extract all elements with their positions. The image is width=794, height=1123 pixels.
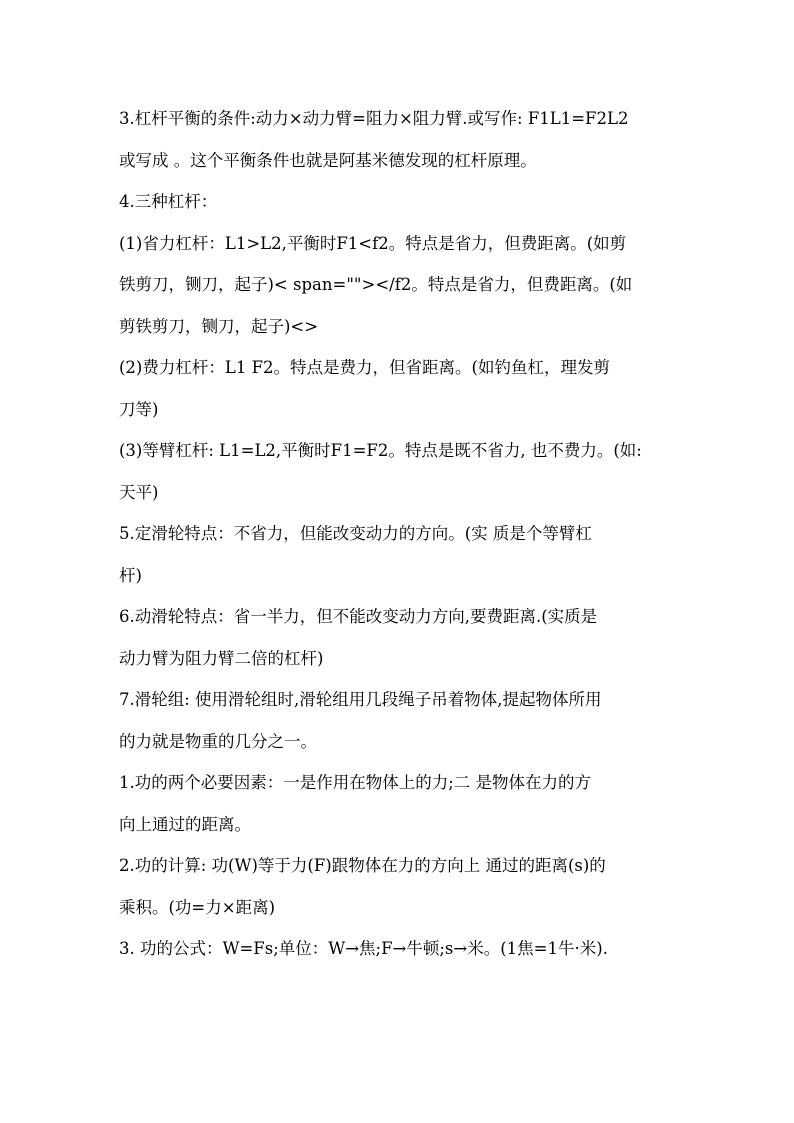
- text-line: 剪铁剪刀，铡刀，起子)<>: [119, 316, 319, 336]
- text-line: 向上通过的距离。: [119, 814, 251, 834]
- text-line: 天平): [119, 482, 159, 502]
- text-line: 铁剪刀，铡刀，起子)< span=""></f2。特点是省力，但费距离。(如: [119, 275, 633, 294]
- text-line: 7.滑轮组: 使用滑轮组时,滑轮组用几段绳子吊着物体,提起物体所用: [119, 690, 602, 709]
- text-line: 1.功的两个必要因素：一是作用在物体上的力;二 是物体在力的方: [119, 773, 592, 792]
- text-line: 4.三种杠杆：: [119, 192, 218, 211]
- text-line: 杆): [119, 565, 142, 585]
- text-line: 6.动滑轮特点：省一半力，但不能改变动力方向,要费距离.(实质是: [119, 607, 598, 626]
- text-line: 或写成 。这个平衡条件也就是阿基米德发现的杠杆原理。: [119, 150, 537, 170]
- text-line: 5.定滑轮特点：不省力，但能改变动力的方向。(实 质是个等臂杠: [119, 524, 592, 543]
- text-line: 乘积。(功=力×距离): [119, 897, 276, 917]
- text-line: (3)等臂杠杆: L1=L2,平衡时F1=F2。特点是既不省力, 也不费力。(如:: [119, 441, 642, 460]
- text-line: (1)省力杠杆：L1>L2,平衡时F1<f2。特点是省力，但费距离。(如剪: [119, 233, 627, 253]
- text-line: 动力臂为阻力臂二倍的杠杆): [119, 648, 324, 668]
- text-line: 2.功的计算: 功(W)等于力(F)跟物体在力的方向上 通过的距离(s)的: [119, 856, 606, 875]
- text-line: 3.杠杆平衡的条件:动力×动力臂=阻力×阻力臂.或写作: F1L1=F2L2: [119, 109, 629, 128]
- text-line: 3. 功的公式：W=Fs;单位：W→焦;F→牛顿;s→米。(1焦=1牛·米).: [119, 939, 608, 958]
- text-line: 的力就是物重的几分之一。: [119, 731, 317, 751]
- document-body: [119, 98, 679, 970]
- text-line: 刀等): [119, 399, 159, 419]
- text-line: (2)费力杠杆：L1 F2。特点是费力，但省距离。(如钓鱼杠，理发剪: [119, 358, 610, 377]
